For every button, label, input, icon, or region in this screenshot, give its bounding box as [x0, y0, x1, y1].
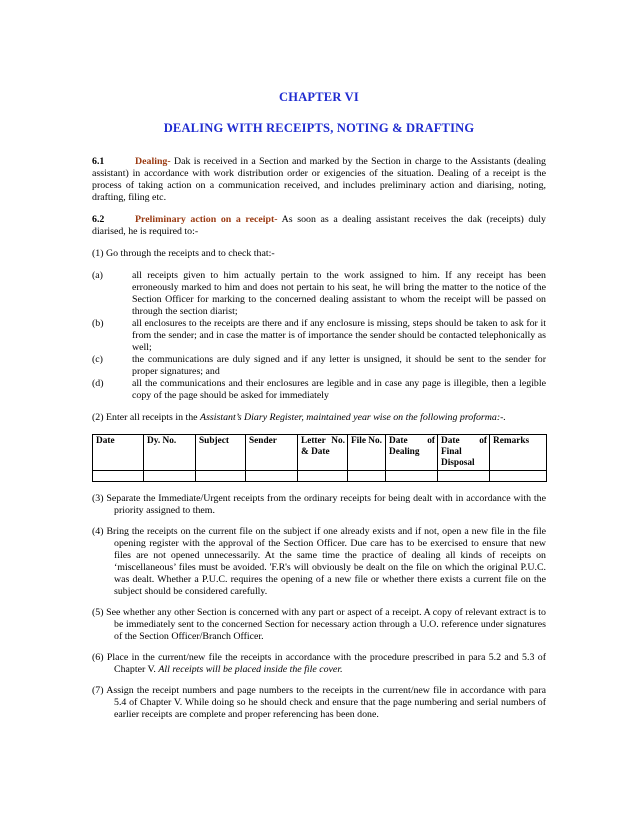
table-header-cell: Date of Final Disposal: [438, 435, 490, 471]
section-number: 6.2: [92, 214, 105, 225]
table-header-cell: Date: [93, 435, 144, 471]
step-2: [92, 412, 546, 424]
table-cell: [438, 471, 490, 482]
step-6: [92, 652, 546, 676]
section-number: 6.1: [92, 156, 105, 167]
check-item-c: [92, 354, 546, 378]
chapter-heading: CHAPTER VI: [279, 90, 359, 104]
step-text: (2) Enter all receipts in the: [92, 412, 201, 423]
table-row: [93, 471, 547, 482]
section-title: Dealing-: [135, 156, 171, 167]
item-text: all the communications and their enclosures are legible and in case any page is illegible, then a legible copy of the page should be asked for immediately: [132, 378, 546, 401]
table-header-cell: Subject: [196, 435, 246, 471]
section-title: Preliminary action on a receipt-: [135, 214, 278, 225]
document-body: [92, 156, 546, 721]
section-6-1: [92, 156, 546, 204]
table-header-cell: Letter No. & Date: [298, 435, 348, 471]
item-label: (d): [92, 378, 104, 389]
table-header-cell: Dy. No.: [144, 435, 196, 471]
section-text: Dak is received in a Section and marked by the Section in charge to the Assistants (dealing assistant) in accordance with work distribution order or exigencies of the situation. Dealing of a receipt is the process of taking action on a communication received, and includes preliminary action and diarising, noting, drafting, filing etc.: [92, 156, 546, 203]
table-cell: [348, 471, 386, 482]
step-4: (4) Bring the receipts on the current file on the subject if one already exists and if not, open a new file in the file opening register with the approval of the Section Officer. Due care has to be exercised to ensure that new files are not opened unnecessarily. At the same time the practice of dealing all kinds of receipts on ‘miscellaneous’ files must be avoided. 'F.R's will obviously be dealt on the file on which the original P.U.C. was dealt. Whether a P.U.C. requires the opening of a new file or whether there exists a current file on the subject should be considered carefully.: [92, 526, 546, 597]
check-item-d: [92, 378, 546, 402]
check-item-a: [92, 270, 546, 318]
table-header-cell: File No.: [348, 435, 386, 471]
item-text: all receipts given to him actually pertain to the work assigned to him. If any receipt has been erroneously marked to him and does not pertain to his seat, he will bring the matter to the notice of the Section Officer for marking to the concerned dealing assistant to whom the receipt will be passed on through the section diarist;: [132, 270, 546, 317]
table-cell: [490, 471, 547, 482]
table-cell: [93, 471, 144, 482]
check-item-b: [92, 318, 546, 354]
item-label: (a): [92, 270, 103, 281]
table-cell: [386, 471, 438, 482]
step-text: (6) Place in the current/new file the receipts in accordance with the procedure prescribed in para 5.2 and 5.3 of Chapter V.: [92, 652, 546, 675]
table-cell: [196, 471, 246, 482]
table-cell: [144, 471, 196, 482]
table-header-cell: Date of Dealing: [386, 435, 438, 471]
diary-register-table: [92, 434, 547, 482]
item-label: (b): [92, 318, 104, 329]
step-1: (1) Go through the receipts and to check that:-: [92, 248, 275, 259]
chapter-title: DEALING WITH RECEIPTS, NOTING & DRAFTING: [163, 121, 475, 135]
table-cell: [298, 471, 348, 482]
item-text: the communications are duly signed and if any letter is unsigned, it should be sent to the sender for proper signatures; and: [132, 354, 546, 377]
table-header-cell: Remarks: [490, 435, 547, 471]
table-header-row: [93, 435, 547, 471]
table-cell: [246, 471, 298, 482]
item-text: all enclosures to the receipts are there and if any enclosure is missing, steps should be taken to ask for it from the sender; and in case the matter is of importance the sender should be contacted telephonically as well;: [132, 318, 546, 353]
check-list: [92, 270, 546, 402]
item-label: (c): [92, 354, 103, 365]
step-3: (3) Separate the Immediate/Urgent receipts from the ordinary receipts for being dealt with in accordance with the priority assigned to them.: [92, 493, 546, 516]
step-7: (7) Assign the receipt numbers and page numbers to the receipts in the current/new file in accordance with para 5.4 of Chapter V. While doing so he should check and ensure that the page numbering and serial numbers of earlier receipts are complete and proper referencing has been done.: [92, 685, 546, 720]
section-6-2: [92, 214, 546, 238]
section-text: As soon as a dealing assistant receives the dak (receipts) duly diarised, he is required to:-: [92, 214, 546, 237]
step-text-italic: Assistant’s Diary Register, maintained year wise on the following proforma:-.: [200, 412, 506, 423]
table-header-cell: Sender: [246, 435, 298, 471]
step-5: (5) See whether any other Section is concerned with any part or aspect of a receipt. A copy of relevant extract is to be immediately sent to the concerned Section for necessary action through a U.O. reference under signatures of the Section Officer/Branch Officer.: [92, 607, 546, 642]
step-text-italic: All receipts will be placed inside the file cover.: [158, 664, 343, 675]
